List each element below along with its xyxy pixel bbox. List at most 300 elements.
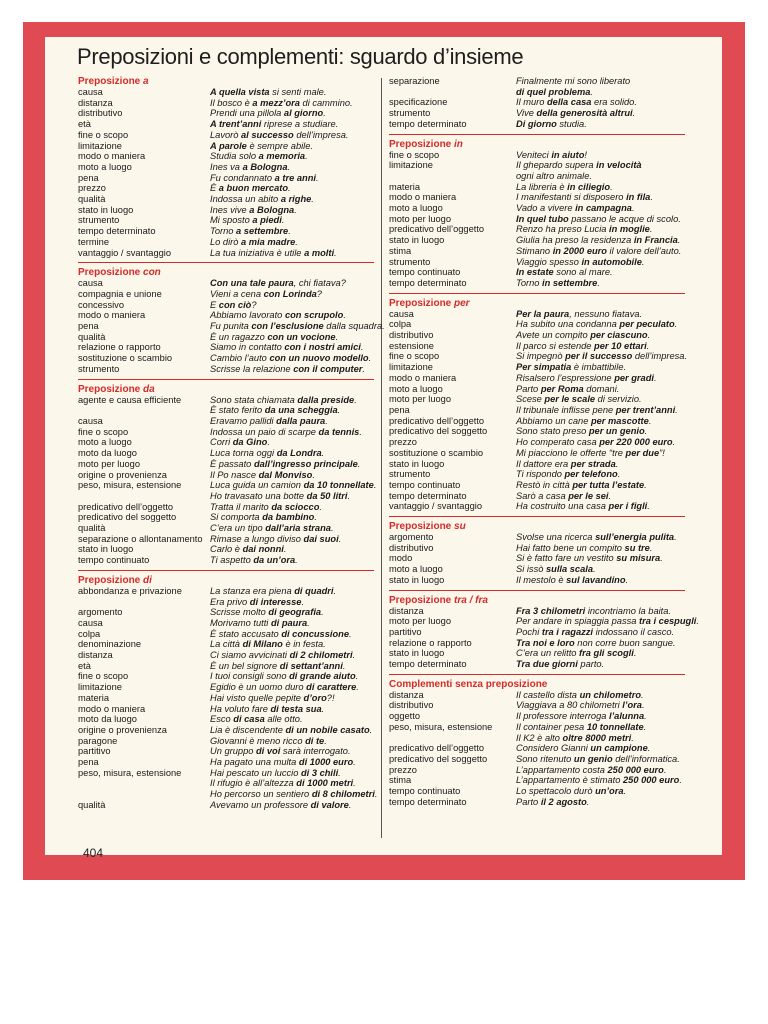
example-sentence: Eravamo pallidi dalla paura. bbox=[210, 415, 328, 426]
section bbox=[78, 262, 385, 374]
example-sentence: Per simpatia è imbattibile. bbox=[516, 362, 627, 373]
section-separator bbox=[78, 379, 374, 380]
example-sentence: Ho travasato una botte da 50 litri. bbox=[210, 490, 351, 501]
complement-type: prezzo bbox=[78, 183, 106, 194]
entry-row bbox=[389, 775, 685, 786]
complement-type: peso, misura, estensione bbox=[389, 721, 493, 732]
section-separator bbox=[389, 293, 685, 294]
entry-row bbox=[78, 108, 374, 119]
entry-row bbox=[78, 332, 374, 343]
complement-type: modo o maniera bbox=[78, 310, 146, 321]
section bbox=[389, 134, 685, 289]
entry-row bbox=[389, 553, 685, 564]
right-column bbox=[389, 76, 699, 807]
complement-type: distributivo bbox=[78, 108, 123, 119]
complement-type: moto per luogo bbox=[389, 213, 452, 224]
complement-type: stato in luogo bbox=[78, 204, 134, 215]
complement-type: fine o scopo bbox=[78, 129, 129, 140]
entry-row bbox=[389, 224, 685, 235]
complement-type: colpa bbox=[78, 628, 101, 639]
example-sentence: Il rifugio è all’altezza di 1000 metri. bbox=[210, 778, 356, 789]
complement-type: causa bbox=[78, 87, 103, 97]
complement-type: peso, misura, estensione bbox=[78, 767, 182, 778]
complement-type: strumento bbox=[389, 108, 431, 119]
complement-type: fine o scopo bbox=[78, 671, 129, 682]
complement-type: strumento bbox=[389, 469, 431, 480]
example-sentence: È un ragazzo con un vocione. bbox=[210, 331, 339, 342]
entry-row bbox=[78, 130, 374, 141]
complement-type: predicativo dell’oggetto bbox=[389, 415, 485, 426]
entry-row bbox=[78, 416, 374, 427]
example-sentence: I tuoi consigli sono di grande aiuto. bbox=[210, 671, 359, 682]
example-sentence: Studia solo a memoria. bbox=[210, 151, 308, 162]
section bbox=[389, 590, 699, 670]
example-sentence: C’era un tipo dall’aria strana. bbox=[210, 523, 334, 534]
complement-type bbox=[78, 778, 210, 789]
example-sentence: A parole è sempre abile. bbox=[210, 140, 314, 151]
complement-type: sostituzione o scambio bbox=[78, 353, 173, 364]
complement-type: modo o maniera bbox=[389, 192, 457, 203]
example-sentence: Avevamo un professore di valore. bbox=[210, 799, 352, 810]
example-sentence: Ti rispondo per telefono. bbox=[516, 469, 621, 480]
example-sentence: In quel tubo passano le acque di scolo. bbox=[516, 213, 681, 224]
entry-row bbox=[389, 394, 685, 405]
entry-row bbox=[389, 711, 685, 722]
example-sentence: Fra 3 chilometri incontriamo la baita. bbox=[516, 605, 672, 616]
entry-row bbox=[389, 76, 685, 87]
example-sentence: Indossa un paio di scarpe da tennis. bbox=[210, 426, 362, 437]
complement-type: materia bbox=[78, 692, 110, 703]
example-sentence: Per andare in spiaggia passa tra i cespugli. bbox=[516, 616, 699, 627]
example-sentence: La tua iniziativa è utile a molti. bbox=[210, 247, 337, 258]
section-heading: Preposizione in bbox=[389, 138, 463, 150]
entry-row bbox=[78, 151, 374, 162]
entry-row bbox=[389, 765, 685, 776]
entry-row bbox=[389, 690, 685, 701]
example-sentence: Scrisse la relazione con il computer. bbox=[210, 363, 366, 374]
complement-type: predicativo del soggetto bbox=[389, 753, 488, 764]
complement-type: distributivo bbox=[389, 330, 434, 341]
example-sentence: Tratta il marito da sciocco. bbox=[210, 501, 322, 512]
entry-row bbox=[78, 364, 374, 375]
example-sentence: È passato dall’ingresso principale. bbox=[210, 458, 361, 469]
entry-row bbox=[78, 757, 374, 768]
section-heading: Preposizione tra / fra bbox=[389, 594, 488, 606]
complement-type: distanza bbox=[389, 605, 424, 616]
complement-type: separazione bbox=[389, 76, 440, 86]
complement-type: tempo determinato bbox=[389, 490, 467, 501]
complement-type bbox=[78, 491, 210, 502]
entry-row bbox=[389, 362, 685, 373]
entry-row bbox=[389, 246, 685, 257]
complement-type: tempo determinato bbox=[389, 277, 467, 288]
example-sentence: ogni altro animale. bbox=[516, 170, 592, 181]
complement-type: argomento bbox=[389, 532, 434, 543]
section-heading: Preposizione con bbox=[78, 267, 161, 279]
section-separator bbox=[78, 262, 374, 263]
entry-row bbox=[78, 704, 374, 715]
example-sentence: Si comporta da bambino. bbox=[210, 512, 317, 523]
entry-row bbox=[78, 437, 374, 448]
entry-row bbox=[78, 470, 374, 481]
example-sentence: Il tribunale inflisse pene per trent’anni. bbox=[516, 404, 678, 415]
example-sentence: Cambio l’auto con un nuovo modello. bbox=[210, 353, 372, 364]
example-sentence: Luca torna oggi da Londra. bbox=[210, 448, 325, 459]
entry-row bbox=[389, 437, 685, 448]
example-sentence: Restò in città per tutta l’estate. bbox=[516, 479, 647, 490]
entry-row bbox=[389, 754, 685, 765]
complement-type: stato in luogo bbox=[389, 574, 445, 585]
entry-row bbox=[78, 310, 374, 321]
entry-row bbox=[78, 800, 374, 811]
complement-type: qualità bbox=[78, 331, 106, 342]
section bbox=[78, 379, 377, 566]
complement-type: causa bbox=[389, 308, 414, 319]
complement-type: predicativo dell’oggetto bbox=[389, 743, 485, 754]
example-sentence: L’appartamento è stimato 250 000 euro. bbox=[516, 775, 682, 786]
entry-row bbox=[78, 405, 374, 416]
example-sentence: Vado a vivere in campagna. bbox=[516, 203, 635, 214]
complement-type: causa bbox=[78, 278, 103, 289]
example-sentence: L’appartamento costa 250 000 euro. bbox=[516, 764, 667, 775]
section-separator bbox=[389, 134, 685, 135]
example-sentence: Sarò a casa per le sei. bbox=[516, 490, 612, 501]
example-sentence: Veniteci in aiuto! bbox=[516, 149, 587, 160]
entry-row bbox=[389, 491, 685, 502]
section bbox=[389, 674, 685, 808]
entry-row bbox=[389, 150, 685, 161]
example-sentence: È stato ferito da una scheggia. bbox=[210, 405, 341, 416]
entry-row bbox=[78, 512, 374, 523]
section-heading: Preposizione a bbox=[78, 76, 149, 87]
complement-type: compagnia e unione bbox=[78, 288, 162, 299]
entry-row bbox=[389, 182, 685, 193]
example-sentence: Egidio è un uomo duro di carattere. bbox=[210, 682, 359, 693]
entry-row bbox=[78, 480, 377, 491]
complement-type: stato in luogo bbox=[78, 544, 134, 555]
complement-type: tempo determinato bbox=[389, 118, 467, 129]
complement-type: strumento bbox=[389, 256, 431, 267]
entry-row bbox=[389, 480, 685, 491]
example-sentence: I manifestanti si disposero in fila. bbox=[516, 192, 653, 203]
complement-type: moto a luogo bbox=[78, 437, 132, 448]
entry-row bbox=[389, 330, 685, 341]
entry-row bbox=[389, 214, 685, 225]
example-sentence: Si issò sulla scala. bbox=[516, 564, 596, 575]
complement-type: argomento bbox=[78, 607, 123, 618]
entry-row bbox=[389, 351, 688, 362]
entry-row bbox=[389, 171, 685, 182]
complement-type: strumento bbox=[78, 215, 120, 226]
example-sentence: Morivamo tutti di paura. bbox=[210, 617, 310, 628]
entry-row bbox=[78, 321, 385, 332]
entry-row bbox=[389, 543, 685, 554]
entry-row bbox=[78, 248, 374, 259]
entry-row bbox=[78, 629, 374, 640]
complement-type: età bbox=[78, 660, 91, 671]
example-sentence: Hai visto quelle pepite d’oro?! bbox=[210, 692, 335, 703]
entry-row bbox=[389, 203, 685, 214]
complement-type: modo o maniera bbox=[78, 703, 146, 714]
complement-type: moto per luogo bbox=[389, 616, 452, 627]
complement-type: limitazione bbox=[78, 140, 122, 151]
complement-type: colpa bbox=[389, 319, 412, 330]
example-sentence: Un gruppo di voi sarà interrogato. bbox=[210, 746, 351, 757]
entry-row bbox=[389, 267, 685, 278]
entry-row bbox=[78, 725, 374, 736]
example-sentence: Rimase a lungo diviso dai suoi. bbox=[210, 533, 342, 544]
example-sentence: Lia è discendente di un nobile casato. bbox=[210, 724, 373, 735]
complement-type: agente e causa efficiente bbox=[78, 394, 182, 405]
example-sentence: Il castello dista un chilometro. bbox=[516, 689, 644, 700]
entry-row bbox=[78, 300, 374, 311]
entry-row bbox=[389, 257, 685, 268]
example-sentence: di quel problema. bbox=[516, 86, 593, 97]
example-sentence: Il container pesa 10 tonnellate. bbox=[516, 721, 647, 732]
complement-type: limitazione bbox=[389, 160, 433, 171]
complement-type: predicativo del soggetto bbox=[389, 426, 488, 437]
example-sentence: Vieni a cena con Lorinda? bbox=[210, 288, 322, 299]
complement-type: paragone bbox=[78, 735, 118, 746]
section-separator bbox=[389, 674, 685, 675]
entry-row bbox=[389, 786, 685, 797]
complement-type: moto a luogo bbox=[389, 203, 443, 214]
complement-type bbox=[78, 597, 210, 608]
complement-type: stima bbox=[389, 245, 412, 256]
entry-row bbox=[389, 659, 685, 670]
entry-row bbox=[78, 215, 374, 226]
complement-type: termine bbox=[78, 236, 110, 247]
complement-type: qualità bbox=[78, 523, 106, 534]
complement-type: vantaggio / svantaggio bbox=[389, 501, 483, 512]
entry-row bbox=[78, 523, 374, 534]
entry-row bbox=[78, 162, 374, 173]
entry-row bbox=[78, 173, 374, 184]
example-sentence: Hai pescato un luccio di 3 chili. bbox=[210, 767, 341, 778]
complement-type bbox=[78, 789, 210, 800]
example-sentence: Giovanni è meno ricco di te. bbox=[210, 735, 327, 746]
example-sentence: Viaggio spesso in automobile. bbox=[516, 256, 645, 267]
complement-type: moto a luogo bbox=[78, 161, 132, 172]
entry-row bbox=[78, 395, 374, 406]
complement-type: separazione o allontanamento bbox=[78, 533, 203, 544]
complement-type: moto per luogo bbox=[78, 458, 141, 469]
complement-type: oggetto bbox=[389, 711, 421, 722]
example-sentence: Di giorno studia. bbox=[516, 118, 587, 129]
example-sentence: Indossa un abito a righe. bbox=[210, 194, 314, 205]
entry-row bbox=[78, 427, 374, 438]
example-sentence: In estate sono al mare. bbox=[516, 267, 613, 278]
complement-type bbox=[78, 405, 210, 416]
example-sentence: Sono stata chiamata dalla preside. bbox=[210, 394, 357, 405]
complement-type: modo o maniera bbox=[389, 372, 457, 383]
example-sentence: Fu punita con l’esclusione dalla squadra. bbox=[210, 321, 385, 332]
complement-type: materia bbox=[389, 181, 421, 192]
example-sentence: Ti aspetto da un’ora. bbox=[210, 555, 298, 566]
example-sentence: Si impegnò per il successo dell’impresa. bbox=[516, 351, 688, 362]
example-sentence: La libreria è in ciliegio. bbox=[516, 181, 613, 192]
entry-row bbox=[389, 448, 685, 459]
entry-row bbox=[78, 607, 374, 618]
complement-type: relazione o rapporto bbox=[389, 637, 472, 648]
example-sentence: Scrisse molto di geografia. bbox=[210, 607, 324, 618]
entry-row bbox=[78, 194, 374, 205]
example-sentence: Torno a settembre. bbox=[210, 226, 291, 237]
entry-row bbox=[78, 586, 374, 597]
example-sentence: Hai fatto bene un compito su tre. bbox=[516, 542, 653, 553]
example-sentence: A trent’anni riprese a studiare. bbox=[210, 119, 339, 130]
complement-type: vantaggio / svantaggio bbox=[78, 247, 172, 258]
example-sentence: Torno in settembre. bbox=[516, 277, 600, 288]
example-sentence: Luca guida un camion da 10 tonnellate. bbox=[210, 480, 377, 491]
example-sentence: C’era un relitto fra gli scogli. bbox=[516, 648, 637, 659]
section-heading: Preposizione per bbox=[389, 297, 470, 309]
example-sentence: Tra noi e loro non corre buon sangue. bbox=[516, 637, 676, 648]
entry-row bbox=[389, 638, 685, 649]
entry-row bbox=[78, 226, 374, 237]
complement-type: causa bbox=[78, 415, 103, 426]
example-sentence: Sono ritenuto un genio dell’informatica. bbox=[516, 753, 680, 764]
example-sentence: Scese per le scale di servizio. bbox=[516, 394, 642, 405]
example-sentence: Ho percorso un sentiero di 8 chilometri. bbox=[210, 789, 378, 800]
entry-row bbox=[389, 405, 685, 416]
section-separator bbox=[389, 516, 685, 517]
column-divider bbox=[381, 78, 382, 838]
example-sentence: Il mestolo è sul lavandino. bbox=[516, 574, 629, 585]
complement-type: tempo continuato bbox=[389, 267, 461, 278]
complement-type: stato in luogo bbox=[389, 648, 445, 659]
example-sentence: Il Po nasce dal Monviso. bbox=[210, 469, 315, 480]
complement-type: distanza bbox=[389, 689, 424, 700]
entry-row bbox=[78, 491, 374, 502]
section-separator bbox=[78, 570, 374, 571]
example-sentence: È un bel signore di settant’anni. bbox=[210, 660, 346, 671]
entry-row bbox=[78, 650, 374, 661]
example-sentence: Ci siamo avvicinati di 2 chilometri. bbox=[210, 650, 356, 661]
entry-row bbox=[389, 319, 685, 330]
example-sentence: Si è fatto fare un vestito su misura. bbox=[516, 553, 663, 564]
complement-type: tempo determinato bbox=[389, 659, 467, 670]
entry-row bbox=[389, 459, 685, 470]
section bbox=[389, 516, 685, 586]
entry-row bbox=[78, 544, 374, 555]
example-sentence: Ines vive a Bologna. bbox=[210, 204, 297, 215]
example-sentence: Il muro della casa era solido. bbox=[516, 97, 637, 108]
entry-row bbox=[78, 597, 374, 608]
complement-type: moto da luogo bbox=[78, 714, 137, 725]
entry-row bbox=[78, 183, 374, 194]
complement-type: predicativo dell’oggetto bbox=[389, 224, 485, 235]
example-sentence: Tra due giorni parto. bbox=[516, 659, 605, 670]
example-sentence: È stato accusato di concussione. bbox=[210, 628, 352, 639]
complement-type: stato in luogo bbox=[389, 458, 445, 469]
complement-type: tempo continuato bbox=[78, 555, 150, 566]
complement-type: fine o scopo bbox=[389, 351, 440, 362]
example-sentence: Viaggiava a 80 chilometri l’ora. bbox=[516, 700, 645, 711]
example-sentence: Abbiamo un cane per mascotte. bbox=[516, 415, 652, 426]
complement-type: strumento bbox=[78, 363, 120, 374]
complement-type: pena bbox=[78, 757, 99, 768]
complement-type: predicativo dell’oggetto bbox=[78, 501, 174, 512]
complement-type: moto da luogo bbox=[78, 448, 137, 459]
page-number: 404 bbox=[83, 846, 104, 860]
example-sentence: La città di Milano è in festa. bbox=[210, 639, 326, 650]
entry-row bbox=[389, 743, 685, 754]
entry-row bbox=[389, 606, 685, 617]
entry-row bbox=[389, 797, 685, 808]
complement-type: predicativo del soggetto bbox=[78, 512, 177, 523]
entry-row bbox=[78, 682, 374, 693]
example-sentence: E con ciò? bbox=[210, 299, 257, 310]
example-sentence: È a buon mercato. bbox=[210, 183, 291, 194]
entry-row bbox=[389, 627, 685, 638]
complement-type: qualità bbox=[78, 799, 106, 810]
example-sentence: Lo dirò a mia madre. bbox=[210, 236, 298, 247]
section-heading: Preposizione su bbox=[389, 521, 466, 533]
complement-type: partitivo bbox=[389, 626, 422, 637]
complement-type: distanza bbox=[78, 650, 113, 661]
complement-type: moto per luogo bbox=[389, 394, 452, 405]
complement-type: tempo determinato bbox=[78, 226, 156, 237]
entry-row bbox=[78, 278, 374, 289]
entry-row bbox=[78, 768, 374, 779]
complement-type: partitivo bbox=[78, 746, 111, 757]
entry-row bbox=[78, 502, 374, 513]
complement-type: limitazione bbox=[389, 362, 433, 373]
entry-row bbox=[78, 671, 374, 682]
example-sentence: Risalsero l’espressione per gradi. bbox=[516, 372, 657, 383]
entry-row bbox=[78, 448, 374, 459]
complement-type: qualità bbox=[78, 194, 106, 205]
example-sentence: Il bosco è a mezz’ora di cammino. bbox=[210, 97, 353, 108]
entry-row bbox=[389, 700, 685, 711]
complement-type: fine o scopo bbox=[78, 426, 129, 437]
entry-row bbox=[78, 736, 374, 747]
complement-type: modo o maniera bbox=[78, 151, 146, 162]
complement-type: prezzo bbox=[389, 764, 417, 775]
example-sentence: Ha costruito una casa per i figli. bbox=[516, 501, 650, 512]
section-heading: Complementi senza preposizione bbox=[389, 678, 548, 690]
entry-row bbox=[78, 746, 374, 757]
example-sentence: Siamo in contatto con i nostri amici. bbox=[210, 342, 364, 353]
example-sentence: Parto per Roma domani. bbox=[516, 383, 620, 394]
page-title: Preposizioni e complementi: sguardo d’insieme bbox=[77, 44, 524, 69]
example-sentence: Con una tale paura, chi fiatava? bbox=[210, 278, 346, 289]
example-sentence: Sono stato preso per un genio. bbox=[516, 426, 648, 437]
complement-type: concessivo bbox=[78, 299, 124, 310]
example-sentence: Il parco si estende per 10 ettari. bbox=[516, 340, 650, 351]
entry-row bbox=[389, 564, 685, 575]
example-sentence: Ho comperato casa per 220 000 euro. bbox=[516, 437, 676, 448]
example-sentence: Considero Gianni un campione. bbox=[516, 743, 651, 754]
complement-type: estensione bbox=[389, 340, 434, 351]
complement-type: prezzo bbox=[389, 437, 417, 448]
complement-type: stato in luogo bbox=[389, 235, 445, 246]
complement-type: fine o scopo bbox=[389, 149, 440, 160]
complement-type: stima bbox=[389, 775, 412, 786]
entry-row bbox=[78, 693, 374, 704]
entry-row bbox=[389, 373, 685, 384]
entry-row bbox=[78, 555, 374, 566]
complement-type: causa bbox=[78, 617, 103, 628]
entry-row bbox=[78, 87, 374, 98]
complement-type bbox=[389, 733, 516, 744]
example-sentence: Per la paura, nessuno fiatava. bbox=[516, 308, 643, 319]
entry-row bbox=[389, 119, 685, 130]
section bbox=[78, 76, 374, 258]
entry-row bbox=[78, 141, 374, 152]
complement-type: distributivo bbox=[389, 700, 434, 711]
